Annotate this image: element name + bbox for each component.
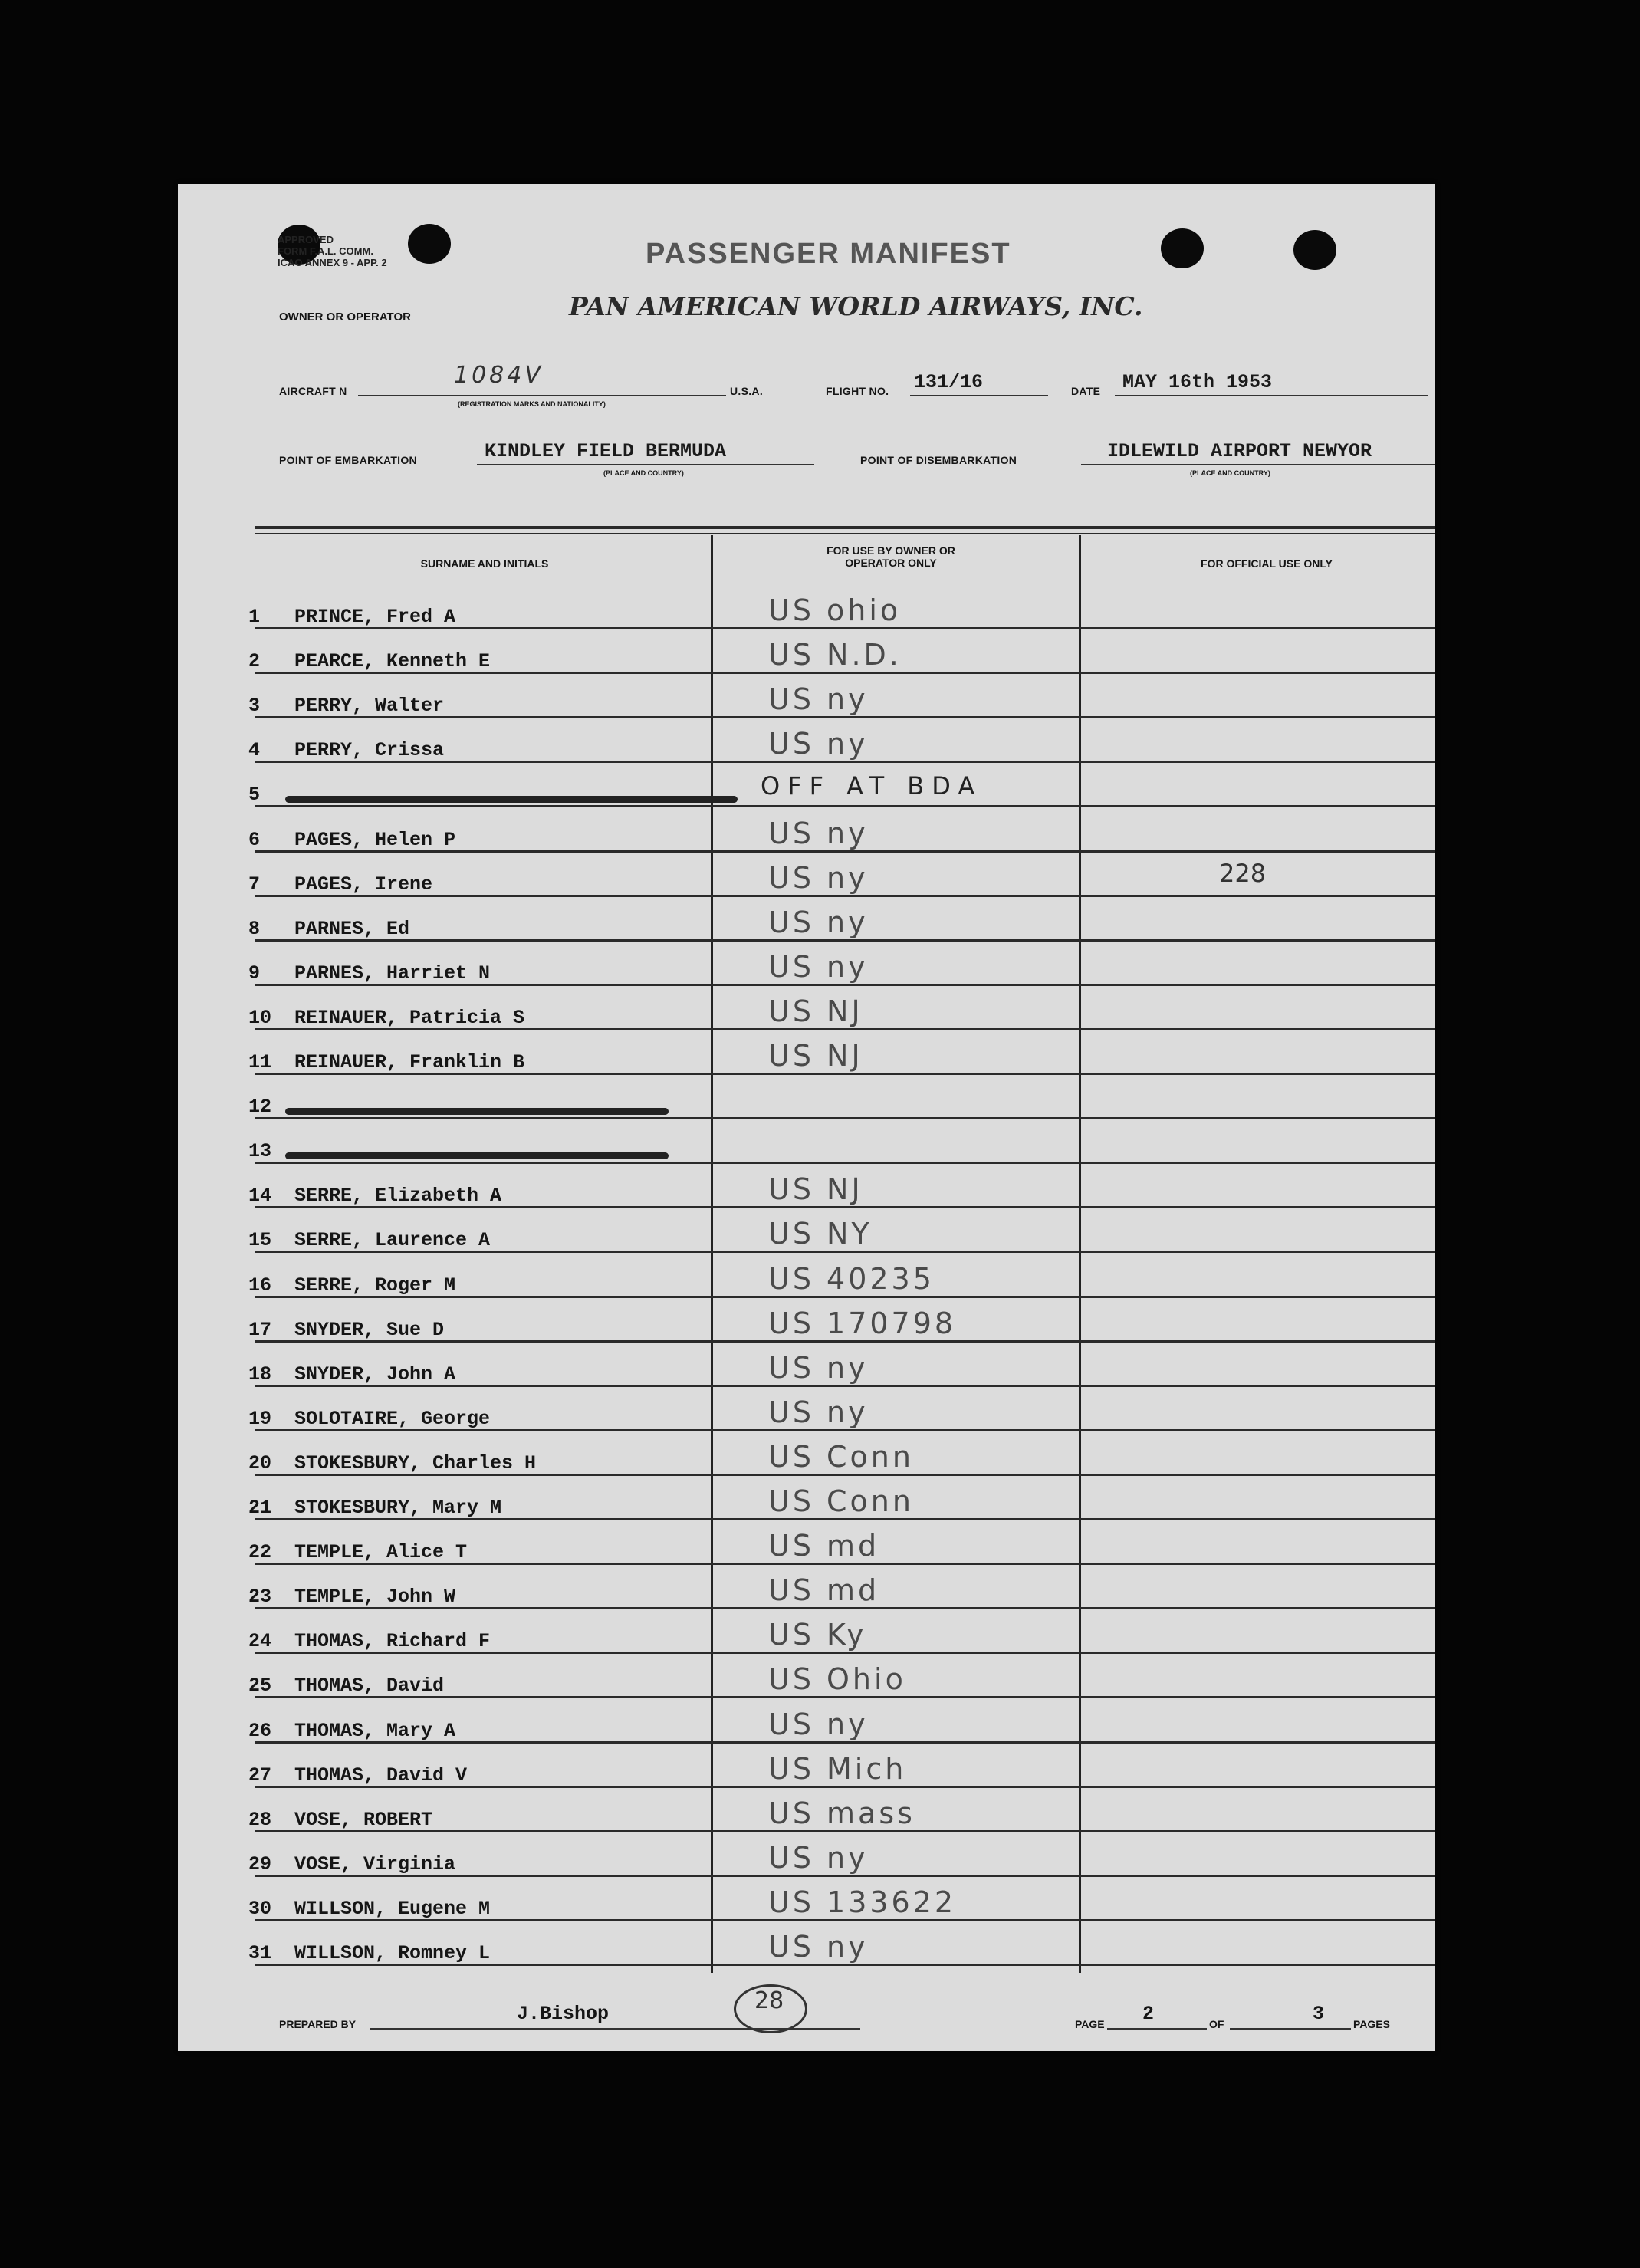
date-underline [1115,395,1428,396]
row-number: 4 [248,739,261,761]
prepared-value: J.Bishop [517,2003,610,2025]
punch-hole [1161,228,1204,268]
punch-hole [1293,230,1336,270]
row-number: 9 [248,962,261,984]
owner-note: US ny [768,906,869,939]
prepared-label: PREPARED BY [279,2018,357,2030]
passenger-name: STOKESBURY, Charles H [294,1452,537,1474]
passenger-name: PERRY, Walter [294,695,445,717]
owner-note: US Conn [768,1440,914,1474]
owner-note: US ny [768,682,869,716]
row-number: 25 [248,1675,272,1697]
row-number: 24 [248,1630,272,1652]
passenger-name: PARNES, Harriet N [294,962,491,984]
official-use-header: FOR OFFICIAL USE ONLY [1201,557,1333,570]
row-number: 31 [248,1942,272,1964]
passenger-name: REINAUER, Franklin B [294,1051,525,1073]
date-label: DATE [1071,385,1101,397]
row-number: 11 [248,1051,272,1073]
aircraft-underline [358,395,726,396]
row-number: 18 [248,1363,272,1385]
struck-out-entry [285,1108,669,1115]
row-rule [255,1117,1435,1119]
owner-note: US ny [768,1930,869,1964]
passenger-name: SERRE, Roger M [294,1274,456,1297]
of-label: OF [1209,2018,1224,2030]
aircraft-sub: (REGISTRATION MARKS AND NATIONALITY) [458,400,606,408]
row-number: 30 [248,1898,272,1920]
passenger-name: PRINCE, Fred A [294,606,456,628]
row-number: 3 [248,695,261,717]
page-label: PAGE [1075,2018,1105,2030]
passenger-name: SNYDER, Sue D [294,1319,445,1341]
table-top-rule [255,533,1435,534]
row-rule [255,939,1435,942]
flight-label: FLIGHT NO. [826,385,889,397]
passenger-name: PAGES, Irene [294,873,433,896]
owner-note: US ny [768,1351,869,1385]
owner-note: US NY [768,1217,873,1251]
owner-note: US md [768,1529,880,1563]
row-number: 26 [248,1720,272,1742]
row-number: 17 [248,1319,272,1341]
owner-note: US ny [768,861,869,895]
row-number: 29 [248,1853,272,1875]
passenger-name: SERRE, Laurence A [294,1229,491,1251]
row-number: 7 [248,873,261,896]
owner-note: OFF AT BDA [761,771,983,800]
owner-note: US 40235 [768,1262,935,1296]
flight-value: 131/16 [914,371,984,393]
owner-note: US ny [768,1395,869,1429]
owner-note: US ny [768,727,869,761]
passenger-name: TEMPLE, John W [294,1586,456,1608]
row-number: 19 [248,1408,272,1430]
row-rule [255,805,1435,807]
owner-label: OWNER OR OPERATOR [279,311,411,324]
passenger-name: WILLSON, Eugene M [294,1898,491,1920]
official-note: 228 [1219,859,1267,888]
owner-note: US ny [768,1841,869,1875]
owner-note: US mass [768,1796,915,1830]
table-top-rule [255,526,1435,529]
row-number: 28 [248,1809,272,1831]
row-number: 10 [248,1007,272,1029]
owner-note: US ny [768,950,869,984]
owner-note: US N.D. [768,638,902,672]
owner-note: US ohio [768,593,902,627]
row-number: 23 [248,1586,272,1608]
embark-label: POINT OF EMBARKATION [279,454,417,466]
flight-underline [910,395,1048,396]
row-number: 15 [248,1229,272,1251]
row-number: 13 [248,1140,272,1162]
usa-label: U.S.A. [730,385,764,397]
row-number: 12 [248,1096,272,1118]
row-number: 21 [248,1497,272,1519]
passenger-name: TEMPLE, Alice T [294,1541,468,1563]
row-number: 14 [248,1185,272,1207]
passenger-name: VOSE, Virginia [294,1853,456,1875]
page-underline [1107,2028,1207,2030]
owner-note: US ny [768,1708,869,1741]
pages-label: PAGES [1353,2018,1390,2030]
passenger-name: THOMAS, David V [294,1764,468,1786]
passenger-name: THOMAS, Mary A [294,1720,456,1742]
owner-note: US Ohio [768,1662,906,1696]
column-divider [1079,535,1081,1973]
struck-out-entry [285,796,738,803]
passenger-name: SNYDER, John A [294,1363,456,1385]
row-number: 16 [248,1274,272,1297]
disembark-label: POINT OF DISEMBARKATION [860,454,1017,466]
disembark-value: IDLEWILD AIRPORT NEWYOR [1107,440,1372,462]
owner-use-header: FOR USE BY OWNER OR OPERATOR ONLY [827,544,955,569]
row-number: 1 [248,606,261,628]
row-number: 2 [248,650,261,672]
owner-note: US Mich [768,1752,907,1786]
row-rule [255,1162,1435,1164]
of-underline [1230,2028,1351,2030]
passenger-name: SOLOTAIRE, George [294,1408,491,1430]
owner-note: US NJ [768,1039,863,1073]
approval-notice: APPROVED FORM F.A.L. COMM. ICAO ANNEX 9 - APP. 2 [278,234,387,268]
embark-sub: (PLACE AND COUNTRY) [603,469,684,477]
column-divider [711,535,713,1973]
owner-note: US md [768,1573,880,1607]
row-number: 6 [248,829,261,851]
passenger-name: WILLSON, Romney L [294,1942,491,1964]
of-value: 3 [1313,2003,1325,2025]
circled-number: 28 [754,1987,784,2014]
surname-header: SURNAME AND INITIALS [420,557,549,570]
manifest-page [178,184,1435,2051]
airline-name: PAN AMERICAN WORLD AIRWAYS, INC. [569,291,1143,321]
passenger-name: THOMAS, David [294,1675,445,1697]
embark-underline [477,464,814,465]
passenger-name: THOMAS, Richard F [294,1630,491,1652]
row-number: 5 [248,784,261,806]
passenger-name: REINAUER, Patricia S [294,1007,525,1029]
passenger-name: PERRY, Crissa [294,739,445,761]
aircraft-value: 1084V [454,362,544,389]
passenger-name: SERRE, Elizabeth A [294,1185,502,1207]
passenger-name: STOKESBURY, Mary M [294,1497,502,1519]
owner-note: US ny [768,817,869,850]
owner-note: US Ky [768,1618,867,1652]
owner-note: US 170798 [768,1307,957,1340]
row-number: 20 [248,1452,272,1474]
owner-note: US 133622 [768,1885,957,1919]
aircraft-label: AIRCRAFT N [279,385,347,397]
owner-note: US NJ [768,1172,863,1206]
row-number: 27 [248,1764,272,1786]
owner-note: US Conn [768,1484,914,1518]
owner-note: US NJ [768,994,863,1028]
passenger-name: PARNES, Ed [294,918,410,940]
embark-value: KINDLEY FIELD BERMUDA [485,440,727,462]
passenger-name: VOSE, ROBERT [294,1809,433,1831]
disembark-underline [1081,464,1435,465]
row-number: 8 [248,918,261,940]
passenger-name: PAGES, Helen P [294,829,456,851]
date-value: MAY 16th 1953 [1122,371,1273,393]
page-value: 2 [1142,2003,1155,2025]
passenger-name: PEARCE, Kenneth E [294,650,491,672]
struck-out-entry [285,1152,669,1159]
punch-hole [408,224,451,264]
page-title: PASSENGER MANIFEST [646,238,1011,270]
row-number: 22 [248,1541,272,1563]
disembark-sub: (PLACE AND COUNTRY) [1190,469,1270,477]
